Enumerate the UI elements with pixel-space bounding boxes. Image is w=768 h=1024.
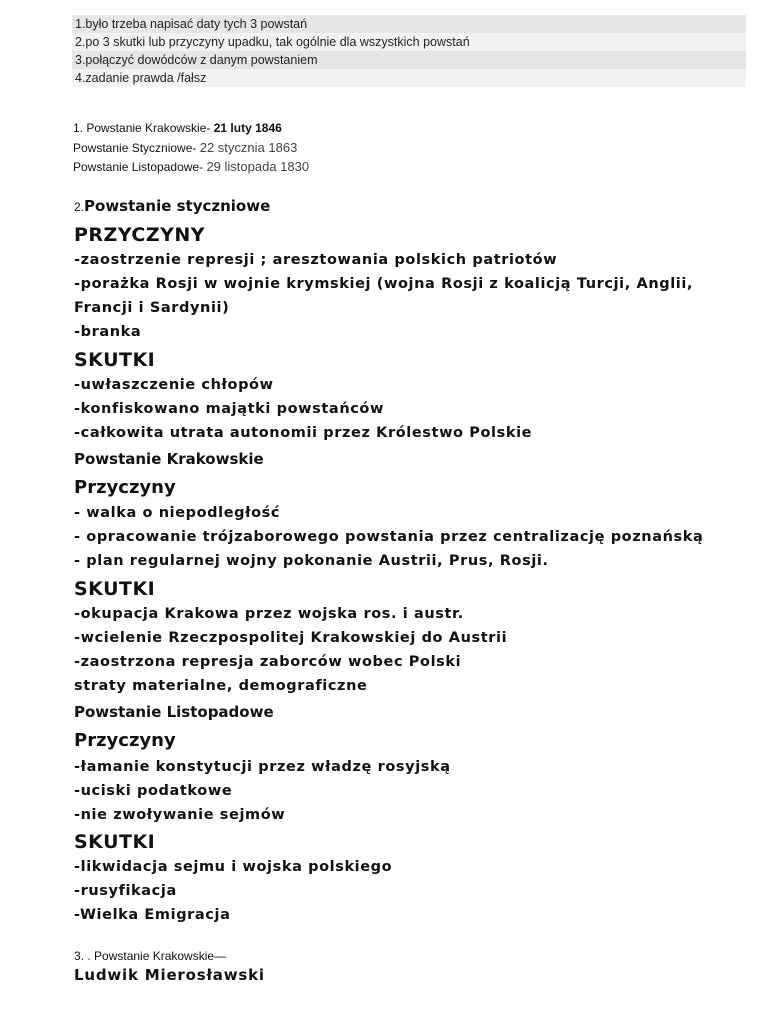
task-item: 1.było trzeba napisać daty tych 3 powstań	[72, 15, 746, 33]
list-item: straty materialne, demograficzne	[74, 678, 368, 694]
date-separator: -	[199, 160, 207, 174]
list-item: -nie zwoływanie sejmów	[74, 807, 286, 823]
date-value: 21 luty 1846	[213, 121, 282, 135]
task-list	[72, 15, 746, 87]
causes-heading: Przyczyny	[74, 477, 176, 498]
date-label: Powstanie Listopadowe	[73, 160, 200, 174]
task-item: 4.zadanie prawda /fałsz	[72, 69, 746, 87]
list-item: -wcielenie Rzeczpospolitej Krakowskiej do Austrii	[74, 630, 508, 646]
list-item: Francji i Sardynii)	[74, 300, 230, 316]
list-item: - walka o niepodległość	[74, 505, 281, 521]
list-item: - plan regularnej wojny pokonanie Austrii, Prus, Rosji.	[74, 553, 549, 569]
list-item: -rusyfikacja	[74, 883, 177, 899]
list-item: - opracowanie trójzaborowego powstania przez centralizację poznańską	[74, 529, 704, 545]
section-title-styczniowe	[74, 197, 270, 215]
date-line-styczniowe	[73, 138, 309, 157]
commander-name: Ludwik Mierosławski	[74, 966, 265, 984]
section3-line: 3. . Powstanie Krakowskie—	[74, 949, 227, 963]
section-title-text: Powstanie styczniowe	[84, 197, 271, 215]
date-line-krakowskie	[73, 119, 309, 138]
effects-heading: SKUTKI	[74, 831, 156, 853]
list-item: -całkowita utrata autonomii przez Królestwo Polskie	[74, 425, 533, 441]
list-item: -zaostrzenie represji ; aresztowania polskich patriotów	[74, 252, 558, 268]
causes-heading: PRZYCZYNY	[74, 224, 206, 246]
date-label: Powstanie Styczniowe	[73, 141, 193, 155]
date-value: 22 stycznia 1863	[199, 140, 298, 155]
section-number: 2.	[74, 200, 85, 214]
list-item: -uwłaszczenie chłopów	[74, 377, 274, 393]
list-item: -konfiskowano majątki powstańców	[74, 401, 384, 417]
task-item: 2.po 3 skutki lub przyczyny upadku, tak ogólnie dla wszystkich powstań	[72, 33, 746, 51]
list-item: -likwidacja sejmu i wojska polskiego	[74, 859, 393, 875]
task-item: 3.połączyć dowódców z danym powstaniem	[72, 51, 746, 69]
date-separator: -	[192, 141, 200, 155]
date-line-listopadowe	[73, 157, 309, 176]
list-item: -branka	[74, 324, 142, 340]
causes-heading: Przyczyny	[74, 730, 176, 751]
effects-heading: SKUTKI	[74, 578, 156, 600]
section-title-krakowskie: Powstanie Krakowskie	[74, 450, 264, 468]
list-item: -uciski podatkowe	[74, 783, 233, 799]
section-title-listopadowe: Powstanie Listopadowe	[74, 703, 274, 721]
list-item: -okupacja Krakowa przez wojska ros. i austr.	[74, 606, 464, 622]
list-item: -Wielka Emigracja	[74, 907, 231, 923]
dates-list	[73, 119, 309, 176]
date-value: 29 listopada 1830	[206, 159, 310, 174]
date-separator: -	[206, 121, 214, 135]
list-item: -zaostrzona represja zaborców wobec Polski	[74, 654, 462, 670]
date-label: 1. Powstanie Krakowskie	[73, 121, 207, 135]
effects-heading: SKUTKI	[74, 349, 156, 371]
list-item: -porażka Rosji w wojnie krymskiej (wojna Rosji z koalicją Turcji, Anglii,	[74, 276, 694, 292]
list-item: -łamanie konstytucji przez władzę rosyjską	[74, 759, 451, 775]
